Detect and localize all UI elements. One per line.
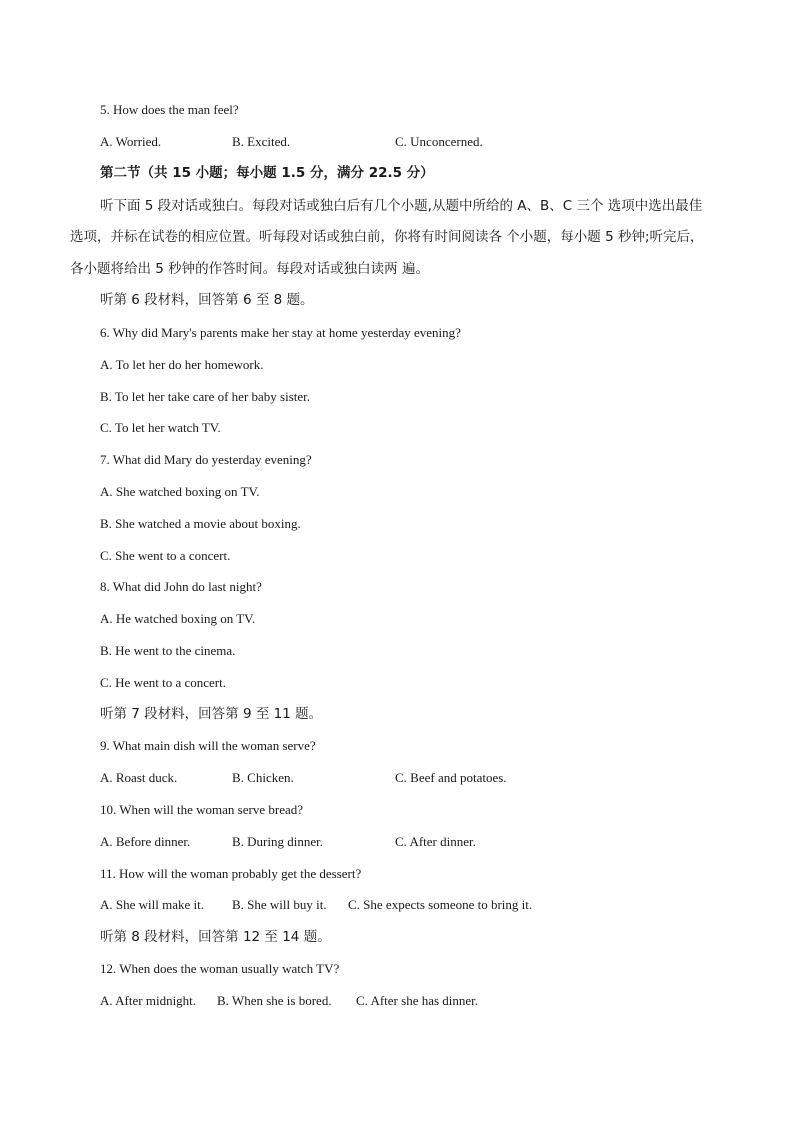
group-8-header: 听第 8 段材料，回答第 12 至 14 题。 — [100, 929, 331, 945]
q9-option-b: B. Chicken. — [232, 770, 294, 785]
q5-option-b: B. Excited. — [232, 134, 291, 149]
instructions-line-2: 选项，并标在试卷的相应位置。听每段对话或独白前，你将有时间阅读各 个小题，每小题 5 秒钟;听完后， — [70, 229, 704, 245]
question-5: 5. How does the man feel? — [100, 102, 239, 117]
question-7: 7. What did Mary do yesterday evening? — [100, 452, 312, 467]
q11-option-b: B. She will buy it. — [232, 897, 327, 912]
q12-option-a: A. After midnight. — [100, 993, 197, 1008]
q9-option-c: C. Beef and potatoes. — [395, 770, 507, 785]
section-2-heading: 第二节（共 15 小题；每小题 1.5 分，满分 22.5 分） — [100, 165, 434, 181]
q6-option-b: B. To let her take care of her baby sister. — [100, 389, 311, 404]
group-6-header: 听第 6 段材料，回答第 6 至 8 题。 — [100, 292, 314, 308]
q8-option-b: B. He went to the cinema. — [100, 643, 236, 658]
instructions-line-3: 各小题将给出 5 秒钟的作答时间。每段对话或独白读两 遍。 — [70, 261, 429, 277]
q7-option-b: B. She watched a movie about boxing. — [100, 516, 301, 531]
q9-option-a: A. Roast duck. — [100, 770, 178, 785]
q6-option-c: C. To let her watch TV. — [100, 420, 221, 435]
question-11: 11. How will the woman probably get the dessert? — [100, 866, 362, 881]
question-12: 12. When does the woman usually watch TV? — [100, 961, 340, 976]
q7-option-a: A. She watched boxing on TV. — [100, 484, 260, 499]
q10-option-c: C. After dinner. — [395, 834, 476, 849]
question-6: 6. Why did Mary's parents make her stay at home yesterday evening? — [100, 325, 461, 340]
q6-option-a: A. To let her do her homework. — [100, 357, 264, 372]
q10-option-a: A. Before dinner. — [100, 834, 191, 849]
group-7-header: 听第 7 段材料，回答第 9 至 11 题。 — [100, 706, 323, 722]
q7-option-c: C. She went to a concert. — [100, 548, 231, 563]
q11-option-c: C. She expects someone to bring it. — [348, 897, 533, 912]
q5-option-c: C. Unconcerned. — [395, 134, 483, 149]
instructions-line-1: 听下面 5 段对话或独白。每段对话或独白后有几个小题,从题中所给的 A、B、C 三个 选项中选出最佳 — [100, 198, 703, 214]
q12-option-b: B. When she is bored. — [217, 993, 332, 1008]
q11-option-a: A. She will make it. — [100, 897, 204, 912]
q5-option-a: A. Worried. — [100, 134, 162, 149]
q12-option-c: C. After she has dinner. — [356, 993, 479, 1008]
q8-option-a: A. He watched boxing on TV. — [100, 611, 256, 626]
question-8: 8. What did John do last night? — [100, 579, 262, 594]
question-9: 9. What main dish will the woman serve? — [100, 738, 316, 753]
q10-option-b: B. During dinner. — [232, 834, 323, 849]
q8-option-c: C. He went to a concert. — [100, 675, 226, 690]
question-10: 10. When will the woman serve bread? — [100, 802, 303, 817]
